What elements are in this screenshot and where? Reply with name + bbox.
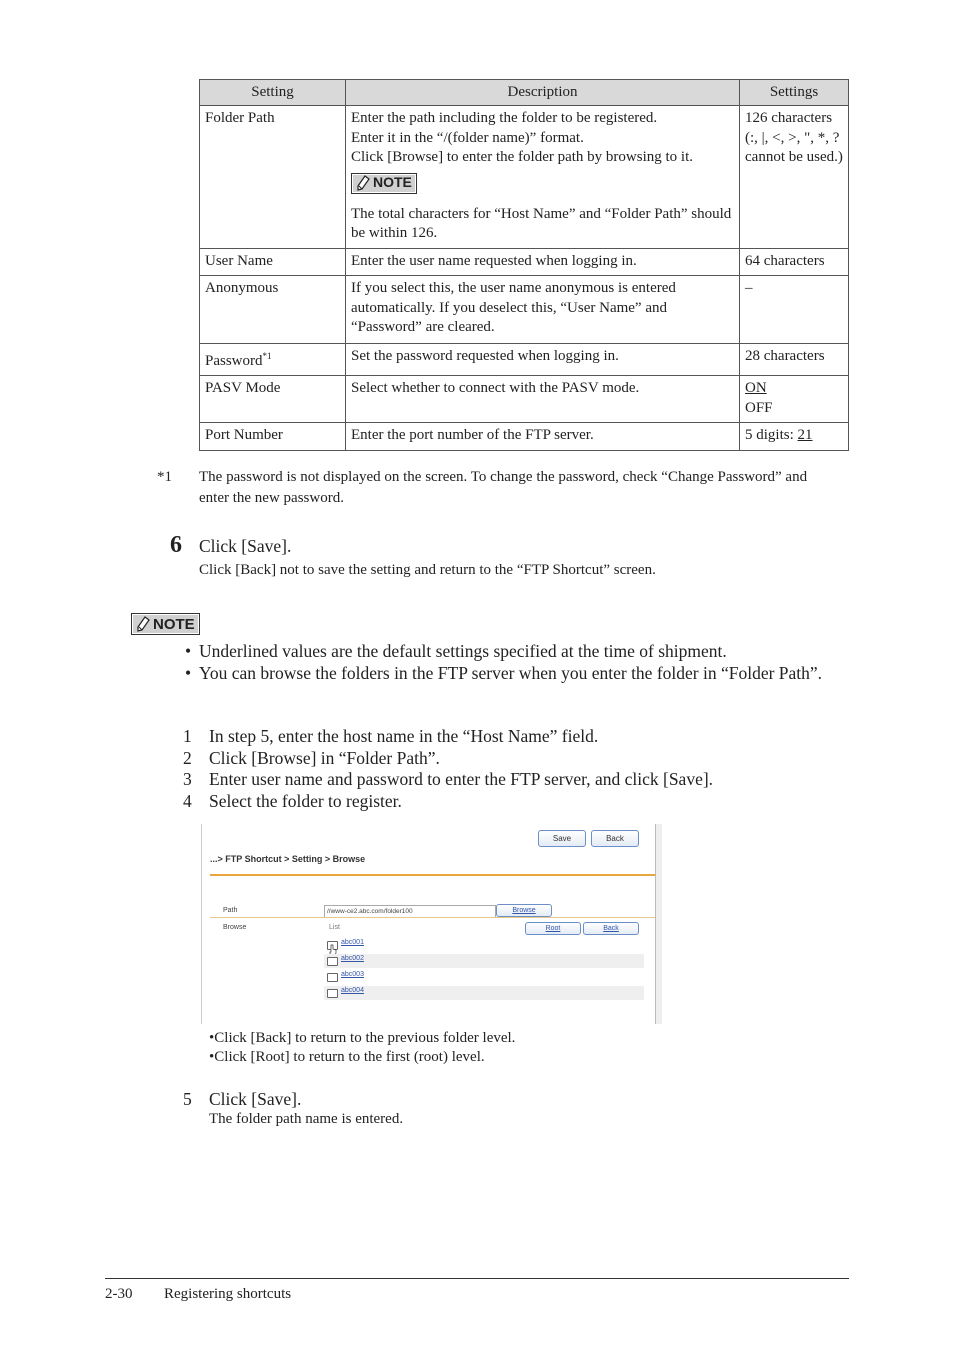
footnote-mark: *1 bbox=[157, 469, 172, 485]
folder-icon bbox=[327, 973, 338, 982]
list-item: • Underlined values are the default settings specified at the time of shipment. bbox=[183, 641, 833, 663]
list-item: • You can browse the folders in the FTP server when you enter the folder in “Folder Path”. bbox=[183, 663, 833, 685]
description-cell bbox=[346, 106, 740, 249]
save-button[interactable]: Save bbox=[538, 830, 586, 847]
scrollbar[interactable] bbox=[655, 824, 662, 1024]
setting-cell: PASV Mode bbox=[200, 376, 346, 423]
tip-item: •Click [Root] to return to the first (root) level. bbox=[209, 1049, 485, 1065]
folder-link[interactable]: abc001 bbox=[341, 939, 364, 946]
table-row bbox=[200, 276, 849, 344]
list-back-button[interactable]: Back bbox=[583, 922, 639, 935]
header-settings: Settings bbox=[740, 80, 849, 106]
footnote-text: The password is not displayed on the screen. To change the password, check “Change Password” and enter the new password. bbox=[199, 469, 808, 506]
table-row bbox=[200, 423, 849, 451]
table-row bbox=[200, 376, 849, 423]
step-number: 6 bbox=[170, 532, 182, 558]
description-cell: Set the password requested when logging in. bbox=[346, 343, 740, 376]
step-number: 3 bbox=[183, 769, 192, 790]
value-cell: 126 characters (:, |, <, >, ", *, ? cannot be used.) bbox=[740, 106, 849, 249]
step-number: 4 bbox=[183, 790, 192, 811]
footer-rule bbox=[105, 1278, 849, 1279]
list-item[interactable] bbox=[324, 970, 644, 984]
folder-icon bbox=[327, 957, 338, 966]
folder-link[interactable]: abc002 bbox=[341, 955, 364, 962]
value-cell: 28 characters bbox=[740, 343, 849, 376]
section-title: Registering shortcuts bbox=[164, 1286, 292, 1302]
note-badge bbox=[131, 613, 200, 635]
step-number: 1 bbox=[183, 726, 192, 746]
tip-text: Click [Back] to return to the previous folder level. bbox=[214, 1030, 516, 1046]
pencil-note-icon bbox=[356, 175, 370, 191]
header-description: Description bbox=[346, 80, 740, 106]
root-button[interactable]: Root bbox=[525, 922, 581, 935]
setting-cell: Port Number bbox=[200, 423, 346, 451]
path-input[interactable]: //www-ce2.abc.com/folder100 bbox=[324, 905, 496, 918]
folder-link[interactable]: abc003 bbox=[341, 971, 364, 978]
value-cell bbox=[740, 423, 849, 451]
browse-screenshot bbox=[201, 824, 662, 1024]
other-value: OFF bbox=[745, 399, 773, 416]
step-text: Click [Save]. bbox=[209, 1089, 302, 1109]
note-badge bbox=[351, 173, 417, 194]
list-label: List bbox=[329, 924, 340, 931]
step-text: Click [Browse] in “Folder Path”. bbox=[209, 747, 440, 768]
note-bullets bbox=[183, 641, 833, 684]
folder-link[interactable]: abc004 bbox=[341, 987, 364, 994]
step-number: 2 bbox=[183, 747, 192, 768]
browse-button[interactable]: Browse bbox=[496, 904, 552, 917]
list-item bbox=[183, 769, 833, 791]
folder-icon bbox=[327, 989, 338, 998]
list-item bbox=[183, 791, 833, 813]
value-cell: – bbox=[740, 276, 849, 344]
pencil-note-icon bbox=[136, 616, 150, 632]
table-row bbox=[200, 248, 849, 276]
value-cell bbox=[740, 376, 849, 423]
tip-text: Click [Root] to return to the first (root) level. bbox=[214, 1049, 485, 1065]
note-label: NOTE bbox=[153, 615, 195, 633]
settings-table bbox=[199, 79, 849, 451]
description-cell: Enter the port number of the FTP server. bbox=[346, 423, 740, 451]
default-value: ON bbox=[745, 380, 767, 396]
desc-line: Enter it in the “/(folder name)” format. bbox=[351, 129, 584, 146]
default-value: 21 bbox=[797, 427, 813, 443]
desc-line: Enter the path including the folder to be registered. bbox=[351, 110, 658, 126]
note-text: The total characters for “Host Name” and “Folder Path” should be within 126. bbox=[351, 205, 732, 241]
list-item[interactable] bbox=[324, 986, 644, 1000]
list-item bbox=[183, 748, 833, 770]
step-subtext: The folder path name is entered. bbox=[209, 1111, 404, 1127]
breadcrumb: ...> FTP Shortcut > Setting > Browse bbox=[210, 854, 366, 864]
description-cell: If you select this, the user name anonymous is entered automatically. If you deselect this, “User Name” and “Password” are cleared. bbox=[346, 276, 740, 344]
header-divider bbox=[210, 874, 655, 876]
table-row bbox=[200, 106, 849, 249]
table-row bbox=[200, 343, 849, 376]
table-header-row bbox=[200, 80, 849, 106]
note-label: NOTE bbox=[373, 174, 412, 191]
step-number: 5 bbox=[183, 1089, 192, 1109]
row-divider bbox=[210, 917, 655, 918]
setting-cell: User Name bbox=[200, 248, 346, 276]
description-cell: Select whether to connect with the PASV mode. bbox=[346, 376, 740, 423]
header-setting: Setting bbox=[200, 80, 346, 106]
browse-label: Browse bbox=[223, 924, 247, 931]
step-title: Click [Save]. bbox=[199, 536, 292, 556]
note-steps bbox=[183, 726, 833, 812]
list-item[interactable] bbox=[324, 938, 644, 952]
tip-item: •Click [Back] to return to the previous folder level. bbox=[209, 1030, 516, 1046]
path-label: Path bbox=[223, 907, 238, 914]
setting-label: Password bbox=[205, 352, 263, 369]
list-item[interactable] bbox=[324, 954, 644, 968]
setting-cell bbox=[200, 343, 346, 376]
setting-cell: Folder Path bbox=[200, 106, 346, 249]
page-number: 2-30 bbox=[105, 1286, 133, 1302]
footnote-mark: *1 bbox=[262, 350, 272, 361]
step-text: Enter user name and password to enter the FTP server, and click [Save]. bbox=[209, 769, 714, 790]
desc-line: Click [Browse] to enter the folder path by browsing to it. bbox=[351, 149, 694, 165]
step-text: In step 5, enter the host name in the “Host Name” field. bbox=[209, 726, 599, 746]
list-item bbox=[183, 726, 833, 748]
back-button[interactable]: Back bbox=[591, 830, 639, 847]
setting-cell: Anonymous bbox=[200, 276, 346, 344]
step-text: Select the folder to register. bbox=[209, 790, 402, 811]
value-prefix: 5 digits: bbox=[745, 427, 798, 443]
description-cell: Enter the user name requested when logging in. bbox=[346, 248, 740, 276]
value-cell: 64 characters bbox=[740, 248, 849, 276]
step-subtext: Click [Back] not to save the setting and return to the “FTP Shortcut” screen. bbox=[199, 562, 656, 578]
